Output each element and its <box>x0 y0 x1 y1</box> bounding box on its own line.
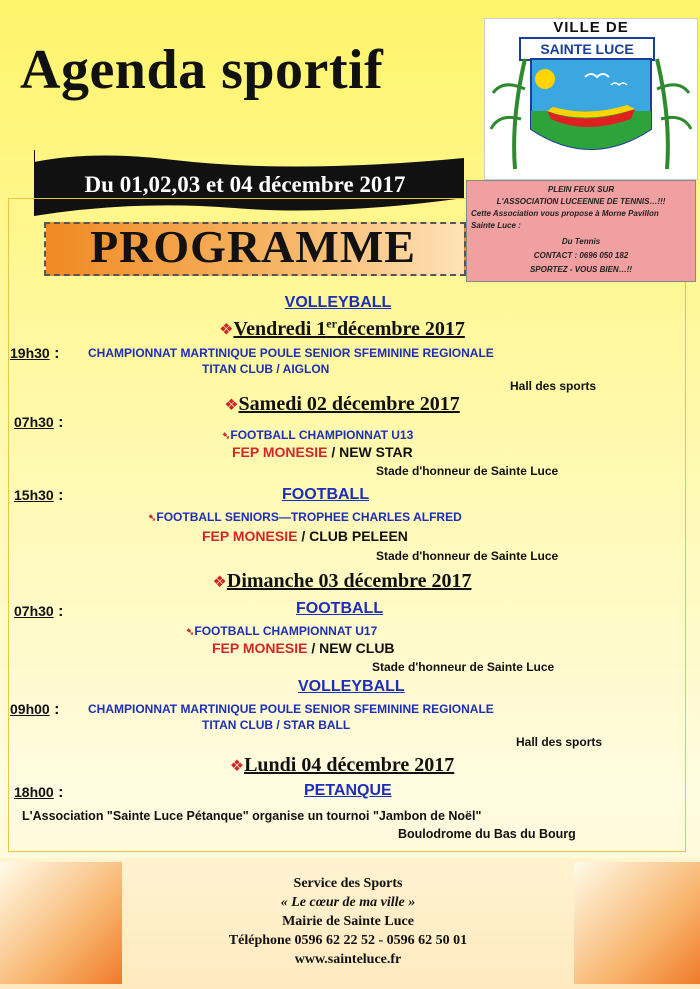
event-time: 07h30 : <box>14 603 64 620</box>
event-teams: TITAN CLUB / STAR BALL <box>202 718 351 732</box>
footer-slogan: « Le cœur de ma ville » <box>280 895 416 910</box>
sport-heading-petanque: PETANQUE <box>304 782 392 799</box>
event-venue: Boulodrome du Bas du Bourg <box>398 827 576 841</box>
event-match: FEP MONESIE / NEW CLUB <box>212 640 395 656</box>
arrow-bullet-icon: ➷ <box>222 431 231 442</box>
day-label: Dimanche 03 décembre 2017 <box>226 570 472 592</box>
day-heading <box>0 570 684 593</box>
event-dates: Du 01,02,03 et 04 décembre 2017 <box>84 172 406 197</box>
event-description: L'Association "Sainte Luce Pétanque" organise un tournoi "Jambon de Noël" <box>22 809 482 823</box>
footer-corner-decoration <box>0 862 122 984</box>
event-time: 09h00 : <box>10 701 60 718</box>
day-heading <box>0 393 684 416</box>
footer-website-link[interactable]: www.sainteluce.fr <box>294 952 402 967</box>
logo-text-ville: VILLE DE <box>553 19 629 36</box>
event-description: CHAMPIONNAT MARTINIQUE POULE SENIOR SFEMININE REGIONALE <box>88 346 494 360</box>
logo-text-sainte-luce: SAINTE LUCE <box>519 37 655 61</box>
notice-line: CONTACT : 0696 050 182 <box>533 251 629 260</box>
event-category: ➷FOOTBALL SENIORS—TROPHEE CHARLES ALFRED <box>148 510 462 524</box>
town-logo <box>484 18 698 180</box>
arrow-bullet-icon: ➷ <box>148 513 157 524</box>
day-label: Vendredi 1erdécembre 2017 <box>233 316 465 340</box>
event-teams: TITAN CLUB / AIGLON <box>202 362 330 376</box>
event-venue: Hall des sports <box>510 379 597 393</box>
day-label: Samedi 02 décembre 2017 <box>238 393 460 415</box>
footer-mairie: Mairie de Sainte Luce <box>282 914 414 929</box>
event-time: 18h00 : <box>14 784 64 801</box>
sport-heading-volleyball: VOLLEYBALL <box>298 678 405 695</box>
footer-corner-decoration <box>574 862 700 984</box>
event-venue: Hall des sports <box>516 735 603 749</box>
diamond-bullet-icon: ❖ <box>224 397 239 414</box>
logo-emblem-icon <box>485 19 697 179</box>
notice-line: PLEIN FEUX SUR <box>547 185 615 194</box>
event-time: 07h30 : <box>14 414 64 431</box>
event-time: 19h30 : <box>10 345 60 362</box>
footer-phone: Téléphone 0596 62 22 52 - 0596 62 50 01 <box>228 933 468 948</box>
sport-heading-volleyball: VOLLEYBALL <box>284 294 392 311</box>
programme-heading: PROGRAMME <box>90 221 416 272</box>
notice-line: SPORTEZ - VOUS BIEN…!! <box>529 265 633 274</box>
notice-line: Cette Association vous propose à Morne Pavillon <box>471 209 659 218</box>
diamond-bullet-icon: ❖ <box>219 321 234 339</box>
footer-service: Service des Sports <box>293 876 403 891</box>
notice-line: Sainte Luce : <box>471 221 521 230</box>
event-description: CHAMPIONNAT MARTINIQUE POULE SENIOR SFEMININE REGIONALE <box>88 702 494 716</box>
tennis-notice <box>466 180 696 282</box>
diamond-bullet-icon: ❖ <box>229 758 245 775</box>
day-heading <box>0 316 684 341</box>
notice-line: Du Tennis <box>561 237 601 246</box>
event-match: FEP MONESIE / CLUB PELEEN <box>202 528 408 544</box>
event-venue: Stade d'honneur de Sainte Luce <box>376 464 559 478</box>
sport-heading-football: FOOTBALL <box>282 486 370 503</box>
event-category: ➷FOOTBALL CHAMPIONNAT U13 <box>222 428 414 442</box>
event-category: ➷FOOTBALL CHAMPIONNAT U17 <box>186 624 378 638</box>
day-label: Lundi 04 décembre 2017 <box>244 754 455 776</box>
arrow-bullet-icon: ➷ <box>186 627 195 638</box>
event-match: FEP MONESIE / NEW STAR <box>232 444 413 460</box>
notice-line: L'ASSOCIATION LUCEENNE DE TENNIS…!!! <box>496 197 666 206</box>
sport-heading-football: FOOTBALL <box>296 600 384 617</box>
day-heading <box>0 754 684 777</box>
page-title: Agenda sportif <box>20 39 384 101</box>
event-venue: Stade d'honneur de Sainte Luce <box>376 549 559 563</box>
diamond-bullet-icon: ❖ <box>212 574 227 591</box>
event-time: 15h30 : <box>14 487 64 504</box>
event-venue: Stade d'honneur de Sainte Luce <box>372 660 555 674</box>
